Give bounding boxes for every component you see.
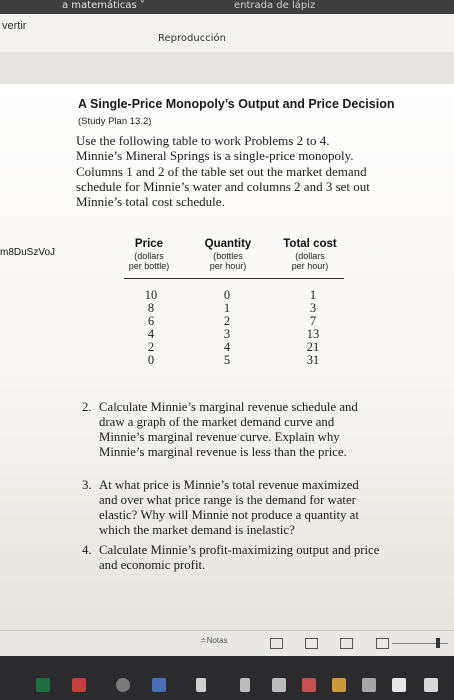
question-2-number: 2.	[82, 400, 92, 414]
zoom-slider-handle[interactable]	[436, 638, 440, 648]
question-3-text: At what price is Minnie’s total revenue maximized and over what price range is the demand for water elastic? Why will Minnie not produce a quantity at which the market demand is inelastic?	[99, 478, 359, 537]
quantity-column-header: Quantity (bottles per hour)	[204, 238, 252, 271]
ink-tab[interactable]: entrada de lápiz	[234, 0, 316, 11]
battery-icon[interactable]	[302, 678, 316, 692]
pen-icon[interactable]	[362, 678, 376, 692]
question-4-text: Calculate Minnie’s profit-maximizing output and price and economic profit.	[99, 543, 380, 572]
convert-group-label[interactable]: vertir	[2, 20, 27, 32]
app-icon[interactable]	[116, 678, 130, 692]
quantity-column: 0 1 2 3 4 5	[223, 288, 231, 368]
normal-view-icon[interactable]	[270, 638, 283, 649]
intro-paragraph: Use the following table to work Problems 2 to 4. Minnie’s Mineral Springs is a single-price monopoly. Columns 1 and 2 of the table set out the market demand schedule for Minnie’s water and columns 2 and 3 set out Minnie’s total cost schedule.	[76, 133, 370, 210]
section-title: A Single-Price Monopoly’s Output and Price Decision	[78, 97, 395, 111]
total-cost-column: 1 3 7 13 21 31	[306, 288, 320, 368]
table-rule	[124, 278, 344, 279]
slide-sorter-icon[interactable]	[305, 638, 318, 649]
math-tab[interactable]: a matemáticas ˅	[62, 0, 145, 11]
taskbar	[0, 656, 454, 700]
video-call-icon[interactable]	[152, 678, 166, 692]
playback-group-label: Reproducción	[158, 33, 226, 44]
wifi-icon[interactable]	[272, 678, 286, 692]
notifications-icon[interactable]	[424, 678, 438, 692]
price-column: 10 8 6 4 2 0	[144, 288, 158, 368]
settings-icon[interactable]	[332, 678, 346, 692]
chevron-up-icon[interactable]	[196, 678, 206, 692]
question-3-number: 3.	[82, 478, 92, 492]
acrobat-icon[interactable]	[72, 678, 86, 692]
system-tray-icon[interactable]	[240, 678, 250, 692]
notes-button[interactable]: ≐Notas	[200, 636, 228, 645]
reading-view-icon[interactable]	[340, 638, 353, 649]
keyboard-icon[interactable]	[392, 678, 406, 692]
ribbon	[0, 14, 454, 53]
question-4-number: 4.	[82, 543, 92, 557]
excel-icon[interactable]	[36, 678, 50, 692]
price-column-header: Price (dollars per bottle)	[128, 238, 170, 271]
study-plan-ref: (Study Plan 13.2)	[78, 116, 152, 127]
total-cost-column-header: Total cost (dollars per hour)	[283, 238, 337, 271]
slideshow-icon[interactable]	[376, 638, 389, 649]
question-2-text: Calculate Minnie’s marginal revenue schedule and draw a graph of the market demand curve and Minnie’s marginal revenue curve. Explain why Minnie’s marginal revenue is less than the price.	[99, 400, 358, 459]
side-code: m8DuSzVoJ	[0, 247, 56, 258]
document-margin	[0, 52, 454, 84]
